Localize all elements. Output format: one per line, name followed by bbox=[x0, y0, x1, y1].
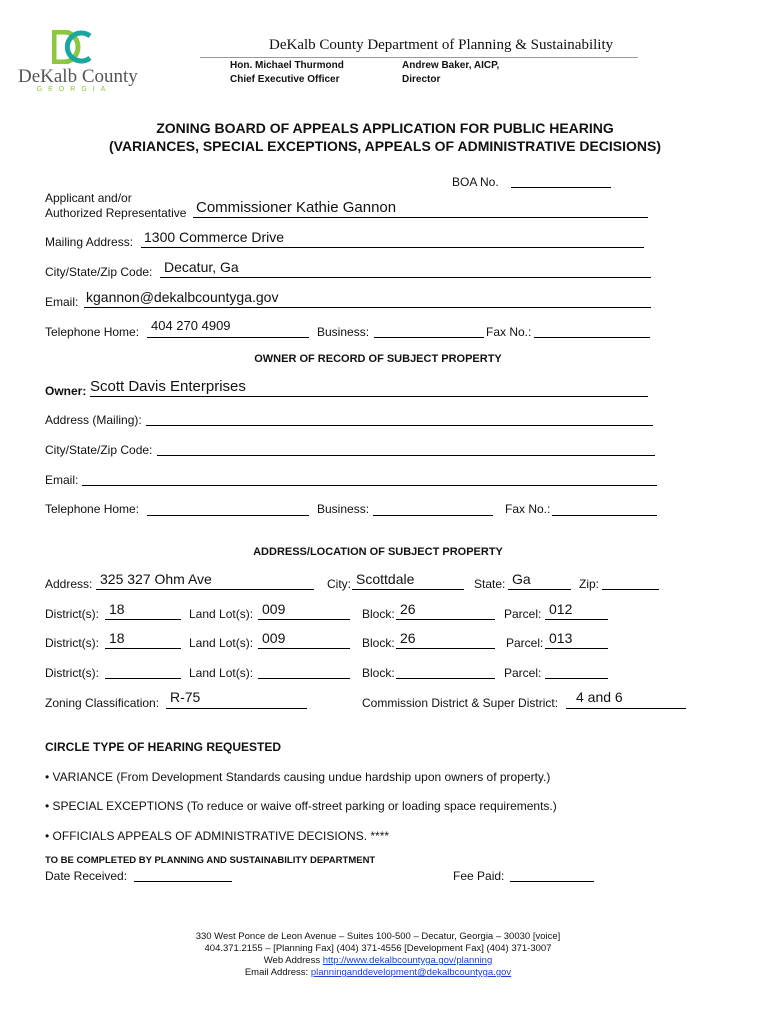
property-address-label: Address: bbox=[45, 577, 93, 591]
land-lot-label: Land Lot(s): bbox=[189, 636, 254, 650]
official-1-name: Hon. Michael Thurmond bbox=[230, 60, 344, 71]
land-lot-value: 009 bbox=[262, 630, 286, 646]
owner-email-field[interactable] bbox=[82, 485, 657, 486]
district-label: District(s): bbox=[45, 666, 99, 680]
zoning-classification-value: R-75 bbox=[170, 689, 201, 705]
owner-address-label: Address (Mailing): bbox=[45, 413, 142, 427]
property-city-label: City: bbox=[327, 577, 351, 591]
owner-business-field[interactable] bbox=[373, 515, 493, 516]
footer-address: 330 West Ponce de Leon Avenue – Suites 100-500 – Decatur, Georgia – 30030 [voice] bbox=[195, 931, 561, 942]
footer-email-label: Email Address: bbox=[244, 967, 309, 978]
footer-web-label: Web Address bbox=[263, 955, 321, 966]
hearing-option-variance[interactable]: • VARIANCE (From Development Standards causing undue hardship upon owners of property.) bbox=[45, 770, 551, 784]
zoning-classification-label: Zoning Classification: bbox=[45, 696, 160, 710]
block-value: 26 bbox=[400, 630, 416, 646]
footer-email bbox=[0, 967, 756, 979]
property-zip-field[interactable] bbox=[602, 589, 659, 590]
hearing-option-special-exceptions[interactable]: • SPECIAL EXCEPTIONS (To reduce or waive off-street parking or loading space requirements.) bbox=[45, 799, 557, 813]
owner-email-label: Email: bbox=[45, 473, 79, 487]
hearing-option-administrative-appeals[interactable]: • OFFICIALS APPEALS OF ADMINISTRATIVE DECISIONS. **** bbox=[45, 829, 390, 843]
fee-paid-field[interactable] bbox=[510, 881, 594, 882]
owner-city-field[interactable] bbox=[157, 455, 655, 456]
property-city-field[interactable] bbox=[352, 589, 464, 590]
date-received-label: Date Received: bbox=[45, 869, 128, 883]
parcel-field[interactable] bbox=[545, 619, 608, 620]
land-lot-field[interactable] bbox=[258, 619, 350, 620]
applicant-label-line2: Authorized Representative bbox=[45, 206, 187, 220]
footer-web bbox=[0, 955, 756, 967]
parcel-value: 012 bbox=[549, 601, 573, 617]
zoning-classification-field[interactable] bbox=[166, 708, 307, 709]
parcel-field[interactable] bbox=[545, 678, 608, 679]
block-label: Block: bbox=[362, 636, 395, 650]
owner-address-field[interactable] bbox=[146, 425, 653, 426]
business-field[interactable] bbox=[374, 337, 484, 338]
city-state-zip-label: City/State/Zip Code: bbox=[45, 265, 153, 279]
parcel-field[interactable] bbox=[545, 648, 608, 649]
telephone-home-label: Telephone Home: bbox=[45, 325, 140, 339]
footer-email-link[interactable]: planninganddevelopment@dekalbcountyga.gov bbox=[310, 967, 512, 978]
fax-field[interactable] bbox=[534, 337, 650, 338]
email-label: Email: bbox=[45, 295, 79, 309]
property-address-value: 325 327 Ohm Ave bbox=[100, 571, 212, 587]
official-2-name: Andrew Baker, AICP, bbox=[402, 60, 500, 71]
logo-name: DeKalb County bbox=[18, 66, 138, 87]
block-label: Block: bbox=[362, 607, 395, 621]
district-value: 18 bbox=[109, 601, 125, 617]
commission-district-label: Commission District & Super District: bbox=[362, 696, 559, 710]
mailing-address-value: 1300 Commerce Drive bbox=[144, 229, 285, 245]
fee-paid-label: Fee Paid: bbox=[453, 869, 505, 883]
district-label: District(s): bbox=[45, 607, 99, 621]
owner-fax-label: Fax No.: bbox=[505, 502, 551, 516]
block-value: 26 bbox=[400, 601, 416, 617]
owner-telephone-label: Telephone Home: bbox=[45, 502, 140, 516]
commission-district-field[interactable] bbox=[566, 708, 686, 709]
parcel-label: Parcel: bbox=[506, 636, 544, 650]
property-section-heading: ADDRESS/LOCATION OF SUBJECT PROPERTY bbox=[253, 546, 503, 558]
telephone-home-field[interactable] bbox=[147, 337, 309, 338]
district-value: 18 bbox=[109, 630, 125, 646]
footer bbox=[0, 931, 756, 979]
business-label: Business: bbox=[317, 325, 370, 339]
official-1-title: Chief Executive Officer bbox=[230, 74, 340, 85]
official-2-title: Director bbox=[402, 74, 441, 85]
land-lot-field[interactable] bbox=[258, 648, 350, 649]
logo-state: GEORGIA bbox=[36, 86, 112, 93]
applicant-name-field[interactable] bbox=[193, 217, 648, 218]
district-field[interactable] bbox=[105, 648, 181, 649]
hearing-type-heading: CIRCLE TYPE OF HEARING REQUESTED bbox=[45, 740, 282, 754]
email-value: kgannon@dekalbcountyga.gov bbox=[86, 289, 279, 305]
owner-city-label: City/State/Zip Code: bbox=[45, 443, 153, 457]
telephone-home-value: 404 270 4909 bbox=[151, 318, 231, 333]
land-lot-value: 009 bbox=[262, 601, 286, 617]
mailing-address-label: Mailing Address: bbox=[45, 235, 134, 249]
date-received-field[interactable] bbox=[134, 881, 232, 882]
owner-field[interactable] bbox=[90, 396, 648, 397]
fax-label: Fax No.: bbox=[486, 325, 532, 339]
county-logo bbox=[18, 30, 138, 96]
owner-section-heading: OWNER OF RECORD OF SUBJECT PROPERTY bbox=[254, 353, 502, 365]
boa-field[interactable] bbox=[511, 187, 611, 188]
footer-web-link[interactable]: http://www.dekalbcountyga.gov/planning bbox=[322, 955, 493, 966]
property-address-field[interactable] bbox=[96, 589, 314, 590]
mailing-address-field[interactable] bbox=[141, 247, 644, 248]
boa-label: BOA No. bbox=[452, 175, 499, 189]
applicant-label-line1: Applicant and/or bbox=[45, 191, 132, 205]
owner-telephone-field[interactable] bbox=[147, 515, 309, 516]
email-field[interactable] bbox=[84, 307, 651, 308]
property-state-label: State: bbox=[474, 577, 506, 591]
footer-phones: 404.371.2155 – [Planning Fax] (404) 371-4556 [Development Fax] (404) 371-3007 bbox=[204, 943, 552, 954]
department-name: DeKalb County Department of Planning & Sustainability bbox=[269, 37, 614, 53]
dc-logo-mark-icon bbox=[52, 30, 94, 64]
district-field[interactable] bbox=[105, 678, 181, 679]
owner-value: Scott Davis Enterprises bbox=[90, 378, 246, 395]
form-title-line2: (VARIANCES, SPECIAL EXCEPTIONS, APPEALS OF ADMINISTRATIVE DECISIONS) bbox=[108, 138, 662, 154]
property-state-field[interactable] bbox=[508, 589, 571, 590]
letterhead-rule bbox=[200, 57, 638, 58]
office-use-heading: TO BE COMPLETED BY PLANNING AND SUSTAINABILITY DEPARTMENT bbox=[45, 855, 376, 866]
district-field[interactable] bbox=[105, 619, 181, 620]
city-state-zip-field[interactable] bbox=[160, 277, 651, 278]
parcel-label: Parcel: bbox=[504, 666, 542, 680]
land-lot-label: Land Lot(s): bbox=[189, 607, 254, 621]
property-zip-label: Zip: bbox=[579, 577, 600, 591]
property-state-value: Ga bbox=[512, 571, 531, 587]
owner-fax-field[interactable] bbox=[552, 515, 657, 516]
block-field[interactable] bbox=[396, 648, 495, 649]
block-field[interactable] bbox=[396, 619, 495, 620]
parcel-label: Parcel: bbox=[504, 607, 542, 621]
property-city-value: Scottdale bbox=[356, 571, 415, 587]
owner-business-label: Business: bbox=[317, 502, 370, 516]
land-lot-label: Land Lot(s): bbox=[189, 666, 254, 680]
city-state-zip-value: Decatur, Ga bbox=[164, 259, 239, 275]
applicant-name-value: Commissioner Kathie Gannon bbox=[196, 199, 397, 216]
parcel-value: 013 bbox=[549, 630, 573, 646]
commission-district-value: 4 and 6 bbox=[576, 689, 623, 705]
form-title-line1: ZONING BOARD OF APPEALS APPLICATION FOR PUBLIC HEARING bbox=[156, 120, 614, 136]
district-label: District(s): bbox=[45, 636, 99, 650]
owner-label: Owner: bbox=[45, 384, 87, 398]
land-lot-field[interactable] bbox=[258, 678, 350, 679]
block-label: Block: bbox=[362, 666, 395, 680]
block-field[interactable] bbox=[396, 678, 495, 679]
